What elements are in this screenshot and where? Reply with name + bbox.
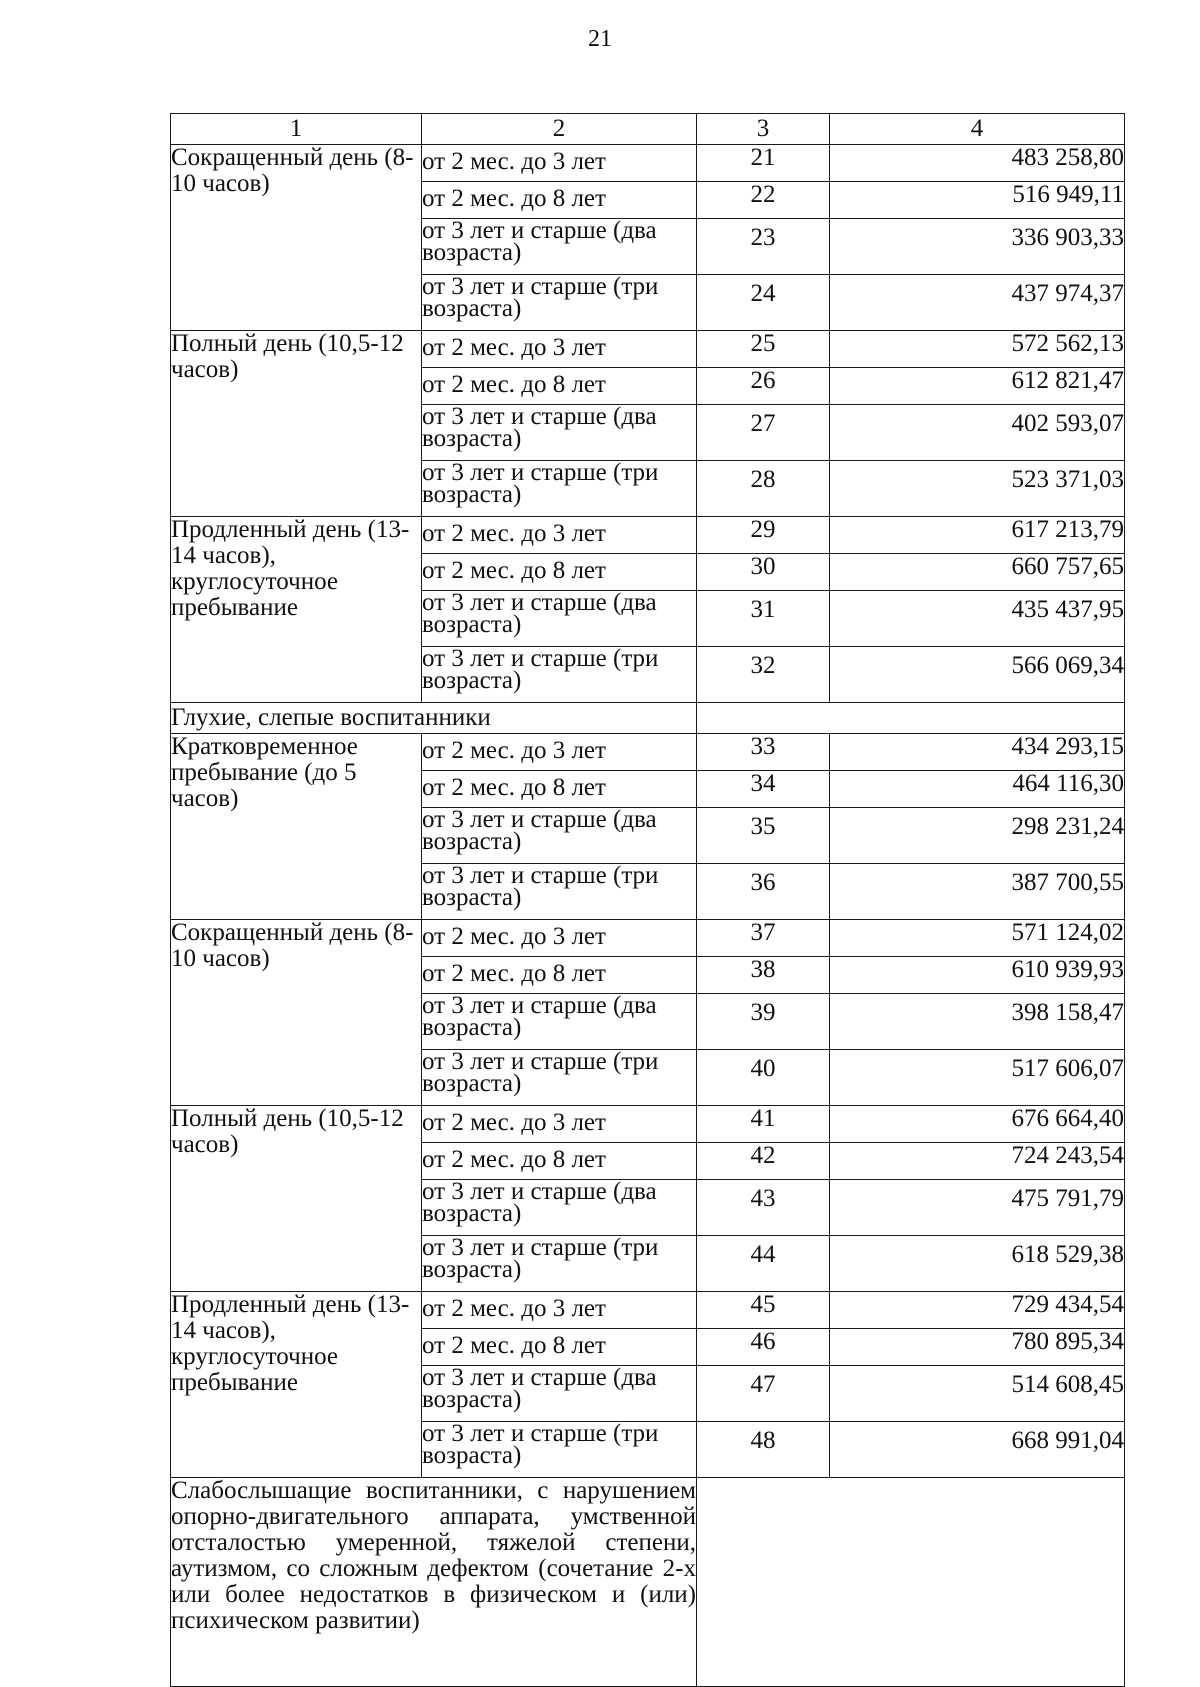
age-group-cell: от 3 лет и старше (три возраста) [422, 275, 697, 331]
row-number-cell: 47 [697, 1366, 830, 1422]
row-number-cell: 37 [697, 920, 830, 957]
row-number-cell: 27 [697, 405, 830, 461]
age-group-cell: от 3 лет и старше (два возраста) [422, 591, 697, 647]
category-cell: Сокращенный день (8-10 часов) [171, 920, 422, 1106]
row-number-cell: 21 [697, 145, 830, 182]
table-row [171, 1106, 1125, 1143]
section-row [171, 703, 1125, 734]
amount-cell: 566 069,34 [830, 647, 1125, 703]
row-number-cell: 30 [697, 554, 830, 591]
section-title: Глухие, слепые воспитанники [171, 703, 697, 734]
amount-cell: 660 757,65 [830, 554, 1125, 591]
amount-cell: 618 529,38 [830, 1236, 1125, 1292]
amount-cell: 435 437,95 [830, 591, 1125, 647]
age-group-cell: от 3 лет и старше (три возраста) [422, 461, 697, 517]
amount-cell: 517 606,07 [830, 1050, 1125, 1106]
amount-cell: 336 903,33 [830, 219, 1125, 275]
age-group-cell: от 2 мес. до 8 лет [422, 957, 697, 994]
page-number: 21 [588, 26, 612, 52]
age-group-cell: от 2 мес. до 3 лет [422, 517, 697, 554]
amount-cell: 483 258,80 [830, 145, 1125, 182]
age-group-cell: от 3 лет и старше (три возраста) [422, 647, 697, 703]
row-number-cell: 39 [697, 994, 830, 1050]
row-number-cell: 38 [697, 957, 830, 994]
section-description: Слабослышащие воспитанники, с нарушением опорно-двигательного аппарата, умственной отсталостью умеренной, тяжелой степени, аутизмом, со сложным дефектом (сочетание 2-х или более недостатков в физическом и (или) психическом развитии) [171, 1478, 697, 1687]
category-cell: Полный день (10,5-12 часов) [171, 331, 422, 517]
category-cell: Полный день (10,5-12 часов) [171, 1106, 422, 1292]
row-number-cell: 24 [697, 275, 830, 331]
age-group-cell: от 2 мес. до 8 лет [422, 1143, 697, 1180]
amount-cell: 398 158,47 [830, 994, 1125, 1050]
amount-cell: 780 895,34 [830, 1329, 1125, 1366]
row-number-cell: 34 [697, 771, 830, 808]
age-group-cell: от 2 мес. до 3 лет [422, 734, 697, 771]
row-number-cell: 23 [697, 219, 830, 275]
row-number-cell: 41 [697, 1106, 830, 1143]
table-row [171, 145, 1125, 182]
age-group-cell: от 2 мес. до 8 лет [422, 771, 697, 808]
table-row [171, 734, 1125, 771]
row-number-cell: 46 [697, 1329, 830, 1366]
age-group-cell: от 2 мес. до 8 лет [422, 1329, 697, 1366]
age-group-cell: от 3 лет и старше (три возраста) [422, 864, 697, 920]
age-group-cell: от 2 мес. до 8 лет [422, 554, 697, 591]
age-group-cell: от 2 мес. до 3 лет [422, 145, 697, 182]
age-group-cell: от 3 лет и старше (два возраста) [422, 1180, 697, 1236]
row-number-cell: 40 [697, 1050, 830, 1106]
category-cell: Сокращенный день (8-10 часов) [171, 145, 422, 331]
category-cell: Кратковременное пребывание (до 5 часов) [171, 734, 422, 920]
category-cell: Продленный день (13-14 часов), круглосуточное пребывание [171, 1292, 422, 1478]
amount-cell: 572 562,13 [830, 331, 1125, 368]
amount-cell: 610 939,93 [830, 957, 1125, 994]
age-group-cell: от 2 мес. до 3 лет [422, 1292, 697, 1329]
amount-cell: 523 371,03 [830, 461, 1125, 517]
column-header: 2 [422, 114, 697, 145]
amount-cell: 387 700,55 [830, 864, 1125, 920]
row-number-cell: 28 [697, 461, 830, 517]
amount-cell: 612 821,47 [830, 368, 1125, 405]
row-number-cell: 31 [697, 591, 830, 647]
age-group-cell: от 3 лет и старше (три возраста) [422, 1236, 697, 1292]
table-row [171, 920, 1125, 957]
column-header: 3 [697, 114, 830, 145]
row-number-cell: 42 [697, 1143, 830, 1180]
row-number-cell: 33 [697, 734, 830, 771]
age-group-cell: от 2 мес. до 8 лет [422, 182, 697, 219]
amount-cell: 402 593,07 [830, 405, 1125, 461]
amount-cell: 676 664,40 [830, 1106, 1125, 1143]
amount-cell: 729 434,54 [830, 1292, 1125, 1329]
age-group-cell: от 3 лет и старше (два возраста) [422, 405, 697, 461]
row-number-cell: 35 [697, 808, 830, 864]
row-number-cell: 44 [697, 1236, 830, 1292]
column-header: 1 [171, 114, 422, 145]
amount-cell: 668 991,04 [830, 1422, 1125, 1478]
row-number-cell: 29 [697, 517, 830, 554]
age-group-cell: от 3 лет и старше (два возраста) [422, 808, 697, 864]
row-number-cell: 36 [697, 864, 830, 920]
empty-cell [697, 1478, 1125, 1687]
age-group-cell: от 3 лет и старше (три возраста) [422, 1050, 697, 1106]
amount-cell: 724 243,54 [830, 1143, 1125, 1180]
age-group-cell: от 3 лет и старше (три возраста) [422, 1422, 697, 1478]
column-header: 4 [830, 114, 1125, 145]
row-number-cell: 32 [697, 647, 830, 703]
amount-cell: 298 231,24 [830, 808, 1125, 864]
amount-cell: 514 608,45 [830, 1366, 1125, 1422]
amount-cell: 516 949,11 [830, 182, 1125, 219]
section-row [171, 1478, 1125, 1687]
row-number-cell: 26 [697, 368, 830, 405]
row-number-cell: 22 [697, 182, 830, 219]
amount-cell: 464 116,30 [830, 771, 1125, 808]
category-cell: Продленный день (13-14 часов), круглосуточное пребывание [171, 517, 422, 703]
table-row [171, 517, 1125, 554]
table-header-row [171, 114, 1125, 145]
tariff-table-body [171, 114, 1125, 1687]
age-group-cell: от 3 лет и старше (два возраста) [422, 994, 697, 1050]
table-row [171, 1292, 1125, 1329]
age-group-cell: от 3 лет и старше (два возраста) [422, 219, 697, 275]
row-number-cell: 45 [697, 1292, 830, 1329]
row-number-cell: 48 [697, 1422, 830, 1478]
amount-cell: 617 213,79 [830, 517, 1125, 554]
age-group-cell: от 2 мес. до 3 лет [422, 331, 697, 368]
tariff-table [170, 113, 1125, 1687]
age-group-cell: от 3 лет и старше (два возраста) [422, 1366, 697, 1422]
row-number-cell: 25 [697, 331, 830, 368]
age-group-cell: от 2 мес. до 8 лет [422, 368, 697, 405]
table-row [171, 331, 1125, 368]
age-group-cell: от 2 мес. до 3 лет [422, 920, 697, 957]
age-group-cell: от 2 мес. до 3 лет [422, 1106, 697, 1143]
empty-cell [697, 703, 1125, 734]
row-number-cell: 43 [697, 1180, 830, 1236]
amount-cell: 571 124,02 [830, 920, 1125, 957]
amount-cell: 475 791,79 [830, 1180, 1125, 1236]
amount-cell: 434 293,15 [830, 734, 1125, 771]
amount-cell: 437 974,37 [830, 275, 1125, 331]
